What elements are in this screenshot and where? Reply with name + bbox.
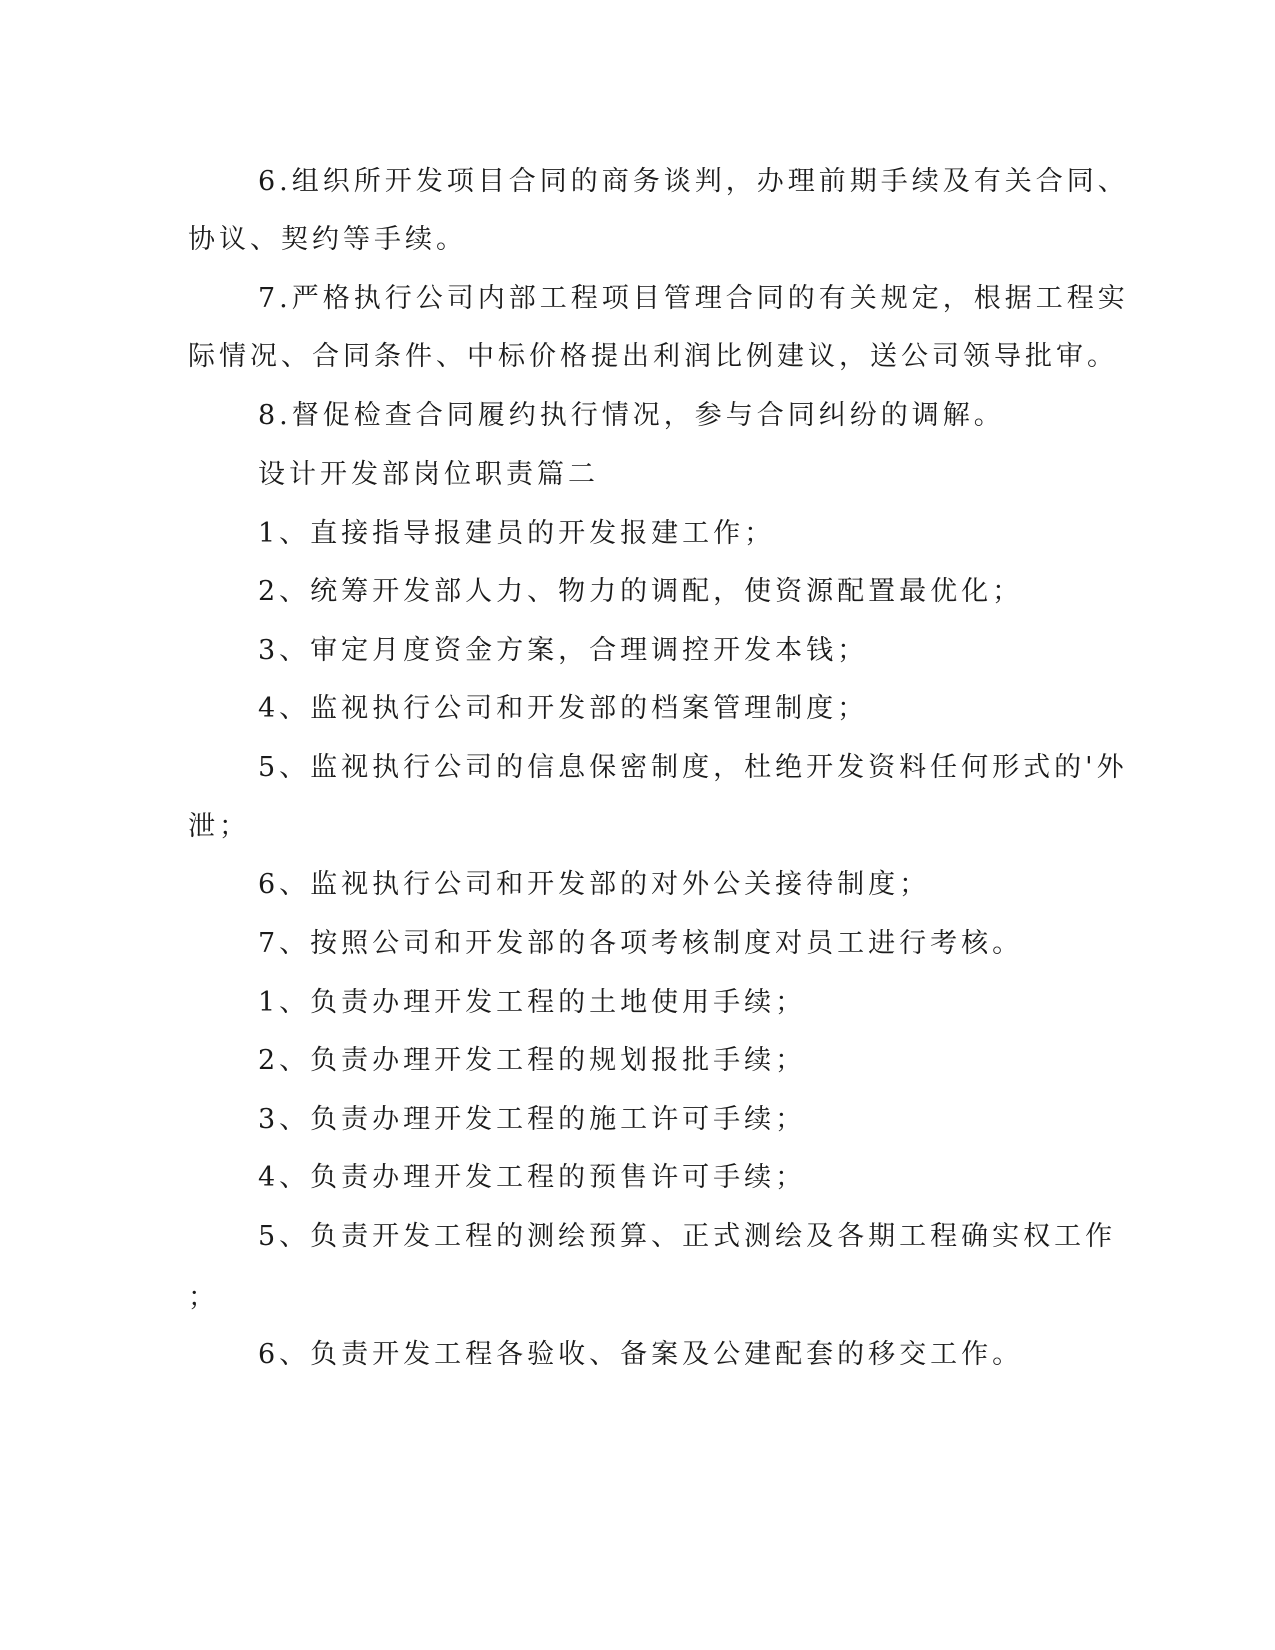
paragraph-line: 协议、契约等手续。 [188,224,467,255]
list-item: 1、负责办理开发工程的土地使用手续； [258,987,807,1018]
paragraph-line: 6.组织所开发项目合同的商务谈判，办理前期手续及有关合同、 [258,166,1129,197]
list-item: 6、监视执行公司和开发部的对外公关接待制度； [258,869,931,900]
list-item: 3、审定月度资金方案，合理调控开发本钱； [258,635,869,666]
paragraph-line: 际情况、合同条件、中标价格提出利润比例建议，送公司领导批审。 [188,341,1118,372]
list-item: 2、统筹开发部人力、物力的调配，使资源配置最优化； [258,576,1024,607]
list-item: 5、监视执行公司的信息保密制度，杜绝开发资料任何形式的'外 [258,752,1128,783]
list-item: 3、负责办理开发工程的施工许可手续； [258,1104,807,1135]
list-item-continuation: ； [188,1282,219,1313]
list-item: 4、监视执行公司和开发部的档案管理制度； [258,693,869,724]
section-heading: 设计开发部岗位职责篇二 [258,459,599,490]
list-item: 2、负责办理开发工程的规划报批手续； [258,1045,807,1076]
list-item: 5、负责开发工程的测绘预算、正式测绘及各期工程确实权工作 [258,1221,1117,1252]
list-item-continuation: 泄； [188,811,250,842]
paragraph-line: 8.督促检查合同履约执行情况，参与合同纠纷的调解。 [258,400,1005,431]
paragraph-line: 7.严格执行公司内部工程项目管理合同的有关规定，根据工程实 [258,283,1129,314]
list-item: 7、按照公司和开发部的各项考核制度对员工进行考核。 [258,928,1024,959]
list-item: 6、负责开发工程各验收、备案及公建配套的移交工作。 [258,1339,1024,1370]
list-item: 4、负责办理开发工程的预售许可手续； [258,1162,807,1193]
list-item: 1、直接指导报建员的开发报建工作； [258,518,776,549]
